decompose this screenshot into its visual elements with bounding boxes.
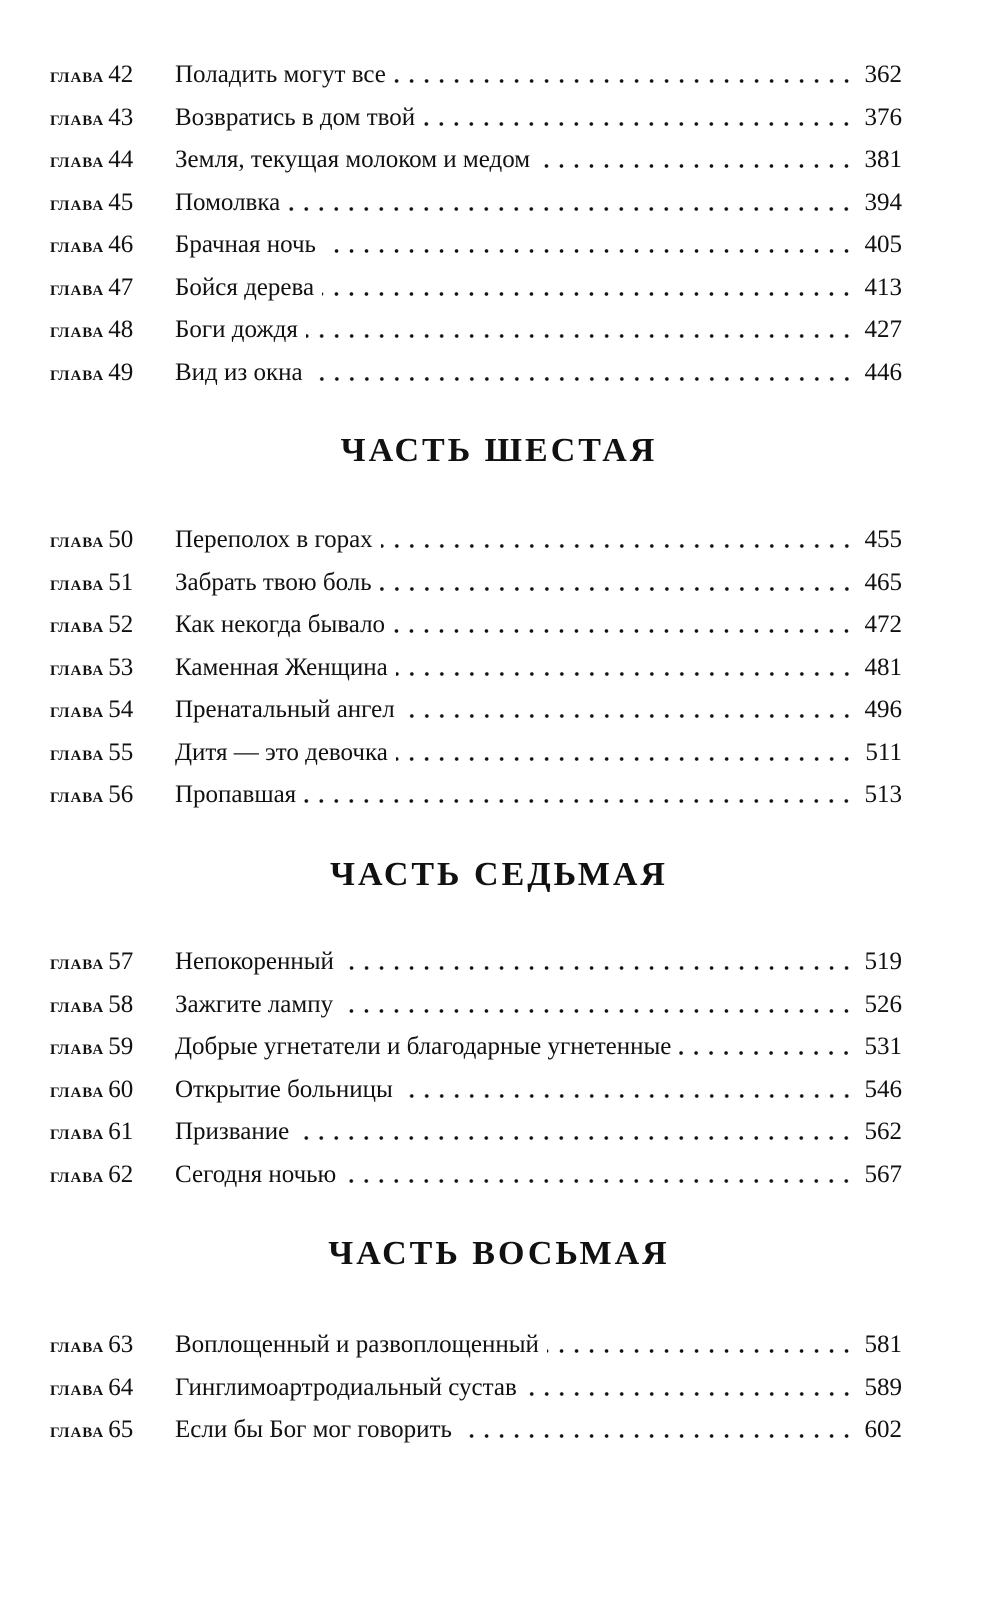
chapter-title: Непокоренный — [175, 948, 334, 975]
toc-entry[interactable] — [50, 647, 902, 690]
dot-leader — [525, 1391, 854, 1397]
chapter-list — [50, 54, 902, 394]
chapter-word: глава — [50, 1076, 105, 1102]
chapter-label — [50, 774, 175, 817]
chapter-word: глава — [50, 1417, 105, 1442]
chapter-number: 65 — [108, 1416, 134, 1443]
dot-leader — [401, 1093, 854, 1099]
chapter-word: глава — [50, 612, 105, 637]
dot-leader — [311, 376, 854, 382]
page-number: 602 — [864, 1416, 902, 1443]
chapter-title: Открытие больницы — [175, 1075, 393, 1103]
chapter-number: 60 — [108, 1075, 134, 1103]
chapter-number: 47 — [108, 273, 134, 301]
chapter-word: глава — [50, 1161, 105, 1187]
dot-leader — [396, 671, 854, 677]
toc-entry[interactable] — [50, 1111, 902, 1154]
chapter-number: 50 — [108, 526, 134, 553]
dot-leader — [538, 163, 854, 169]
dot-leader — [341, 1008, 854, 1014]
chapter-label — [50, 1026, 175, 1069]
toc-entry[interactable] — [50, 54, 902, 97]
chapter-label — [50, 224, 175, 267]
page-number: 465 — [864, 568, 902, 596]
page-number: 446 — [864, 358, 902, 386]
chapter-number: 62 — [108, 1160, 134, 1188]
page-number: 376 — [864, 103, 902, 131]
chapter-title: Поладить могут все — [175, 61, 386, 88]
chapter-word: глава — [50, 991, 105, 1017]
dot-leader — [306, 333, 854, 339]
chapter-title: Помолвка — [175, 188, 281, 216]
chapter-word: глава — [50, 359, 105, 385]
page-number: 481 — [864, 653, 902, 681]
part-heading: ЧАСТЬ ШЕСТАЯ — [340, 432, 658, 469]
dot-leader — [304, 798, 854, 804]
chapter-list — [50, 941, 902, 1196]
chapter-number: 45 — [108, 188, 134, 216]
page-number: 394 — [864, 188, 902, 216]
chapter-number: 51 — [108, 568, 134, 596]
chapter-title: Земля, текущая молоком и медом — [175, 146, 531, 173]
chapter-title: Пропавшая — [175, 781, 297, 808]
toc-entry[interactable] — [50, 224, 902, 267]
toc-entry[interactable] — [50, 352, 902, 395]
chapter-label — [50, 604, 175, 647]
page-number: 362 — [864, 61, 902, 88]
chapter-title: Брачная ночь — [175, 231, 316, 258]
toc-entry[interactable] — [50, 604, 902, 647]
part-heading: ЧАСТЬ СЕДЬМАЯ — [330, 856, 668, 893]
page-number: 472 — [864, 611, 902, 638]
chapter-title: Каменная Женщина — [175, 653, 388, 681]
chapter-word: глава — [50, 569, 105, 595]
chapter-label — [50, 647, 175, 690]
chapter-number: 64 — [108, 1373, 134, 1401]
dot-leader — [547, 1348, 854, 1354]
dot-leader — [342, 965, 854, 971]
chapter-number: 58 — [108, 990, 134, 1018]
chapter-label — [50, 182, 175, 225]
page-number: 496 — [864, 696, 902, 723]
chapter-number: 63 — [108, 1331, 134, 1358]
dot-leader — [380, 586, 854, 592]
dot-leader — [297, 1135, 854, 1141]
chapter-label — [50, 1367, 175, 1410]
dot-leader — [394, 78, 854, 84]
chapter-number: 42 — [108, 61, 134, 88]
page-number: 546 — [864, 1075, 902, 1103]
chapter-word: глава — [50, 1034, 105, 1059]
chapter-title: Дитя — это девочка — [175, 738, 388, 766]
dot-leader — [393, 628, 854, 634]
chapter-title: Сегодня ночью — [175, 1160, 337, 1188]
dot-leader — [396, 756, 854, 762]
chapter-label — [50, 309, 175, 352]
chapter-label — [50, 1111, 175, 1154]
dot-leader — [460, 1433, 854, 1439]
toc-entry[interactable] — [50, 562, 902, 605]
toc-entry[interactable] — [50, 1154, 902, 1197]
chapter-label — [50, 1324, 175, 1367]
chapter-title: Зажгите лампу — [175, 990, 334, 1018]
page-number: 413 — [864, 273, 902, 301]
toc-entry[interactable] — [50, 309, 902, 352]
chapter-title: Возвратись в дом твой — [175, 103, 416, 131]
toc-entry[interactable] — [50, 139, 902, 182]
chapter-label — [50, 267, 175, 310]
chapter-title: Гинглимоартродиальный сустав — [175, 1373, 517, 1401]
chapter-number: 49 — [108, 358, 134, 386]
chapter-number: 55 — [108, 738, 134, 766]
chapter-label — [50, 97, 175, 140]
chapter-number: 59 — [108, 1033, 134, 1060]
toc-entry[interactable] — [50, 182, 902, 225]
dot-leader — [288, 206, 854, 212]
chapter-word: глава — [50, 274, 105, 300]
toc-entry[interactable] — [50, 1026, 902, 1069]
chapter-title: Пренатальный ангел — [175, 696, 395, 723]
chapter-word: глава — [50, 189, 105, 215]
chapter-word: глава — [50, 654, 105, 680]
chapter-word: глава — [50, 1119, 105, 1144]
chapter-label — [50, 54, 175, 97]
toc-entry[interactable] — [50, 1324, 902, 1367]
chapter-number: 48 — [108, 316, 134, 343]
chapter-label — [50, 941, 175, 984]
chapter-word: глава — [50, 697, 105, 722]
chapter-word: глава — [50, 949, 105, 974]
chapter-label — [50, 519, 175, 562]
page-number: 381 — [864, 146, 902, 173]
page-number: 531 — [864, 1033, 902, 1060]
dot-leader — [322, 291, 854, 297]
page-number: 427 — [864, 316, 902, 343]
chapter-title: Вид из окна — [175, 358, 303, 386]
toc-entry[interactable] — [50, 941, 902, 984]
chapter-title: Добрые угнетатели и благодарные угнетенные — [175, 1033, 672, 1060]
dot-leader — [679, 1050, 854, 1056]
page-number: 513 — [864, 781, 902, 808]
chapter-word: глава — [50, 104, 105, 130]
page-number: 562 — [864, 1118, 902, 1145]
chapter-word: глава — [50, 1374, 105, 1400]
page-number: 589 — [864, 1373, 902, 1401]
dot-leader — [381, 543, 854, 549]
chapter-word: глава — [50, 147, 105, 172]
chapter-number: 46 — [108, 231, 134, 258]
chapter-label — [50, 984, 175, 1027]
page-number: 519 — [864, 948, 902, 975]
chapter-title: Забрать твою боль — [175, 568, 372, 596]
chapter-word: глава — [50, 527, 105, 552]
dot-leader — [403, 713, 854, 719]
chapter-title: Переполох в горах — [175, 526, 373, 553]
chapter-label — [50, 1154, 175, 1197]
page-number: 581 — [864, 1331, 902, 1358]
chapter-list — [50, 519, 902, 817]
chapter-label — [50, 732, 175, 775]
chapter-number: 54 — [108, 696, 134, 723]
chapter-number: 44 — [108, 146, 134, 173]
chapter-number: 53 — [108, 653, 134, 681]
chapter-word: глава — [50, 317, 105, 342]
part-heading: ЧАСТЬ ВОСЬМАЯ — [328, 1235, 670, 1272]
dot-leader — [324, 248, 854, 254]
chapter-label — [50, 562, 175, 605]
chapter-list — [50, 1324, 902, 1452]
chapter-word: глава — [50, 62, 105, 87]
chapter-label — [50, 139, 175, 182]
chapter-word: глава — [50, 782, 105, 807]
toc-entry[interactable] — [50, 1367, 902, 1410]
chapter-title: Воплощенный и развоплощенный — [175, 1331, 539, 1358]
toc-entry[interactable] — [50, 774, 902, 817]
chapter-word: глава — [50, 1332, 105, 1357]
toc-entry[interactable] — [50, 267, 902, 310]
toc-entry[interactable] — [50, 1409, 902, 1452]
toc-entry[interactable] — [50, 732, 902, 775]
toc-entry[interactable] — [50, 1069, 902, 1112]
page-number: 567 — [864, 1160, 902, 1188]
chapter-number: 56 — [108, 781, 134, 808]
chapter-title: Бойся дерева — [175, 273, 315, 301]
chapter-label — [50, 1069, 175, 1112]
chapter-number: 61 — [108, 1118, 134, 1145]
toc-entry[interactable] — [50, 984, 902, 1027]
chapter-title: Как некогда бывало — [175, 611, 386, 638]
page-number: 526 — [864, 990, 902, 1018]
chapter-number: 57 — [108, 948, 134, 975]
page-number: 455 — [864, 526, 902, 553]
toc-entry[interactable] — [50, 97, 902, 140]
chapter-word: глава — [50, 232, 105, 257]
dot-leader — [423, 121, 854, 127]
chapter-number: 52 — [108, 611, 134, 638]
chapter-label — [50, 689, 175, 732]
chapter-number: 43 — [108, 103, 134, 131]
chapter-title: Призвание — [175, 1118, 290, 1145]
chapter-label — [50, 352, 175, 395]
toc-entry[interactable] — [50, 689, 902, 732]
chapter-title: Если бы Бог мог говорить — [175, 1416, 452, 1443]
page-number: 511 — [865, 738, 902, 766]
chapter-label — [50, 1409, 175, 1452]
page-number: 405 — [864, 231, 902, 258]
dot-leader — [344, 1178, 854, 1184]
chapter-word: глава — [50, 739, 105, 765]
chapter-title: Боги дождя — [175, 316, 298, 343]
toc-entry[interactable] — [50, 519, 902, 562]
